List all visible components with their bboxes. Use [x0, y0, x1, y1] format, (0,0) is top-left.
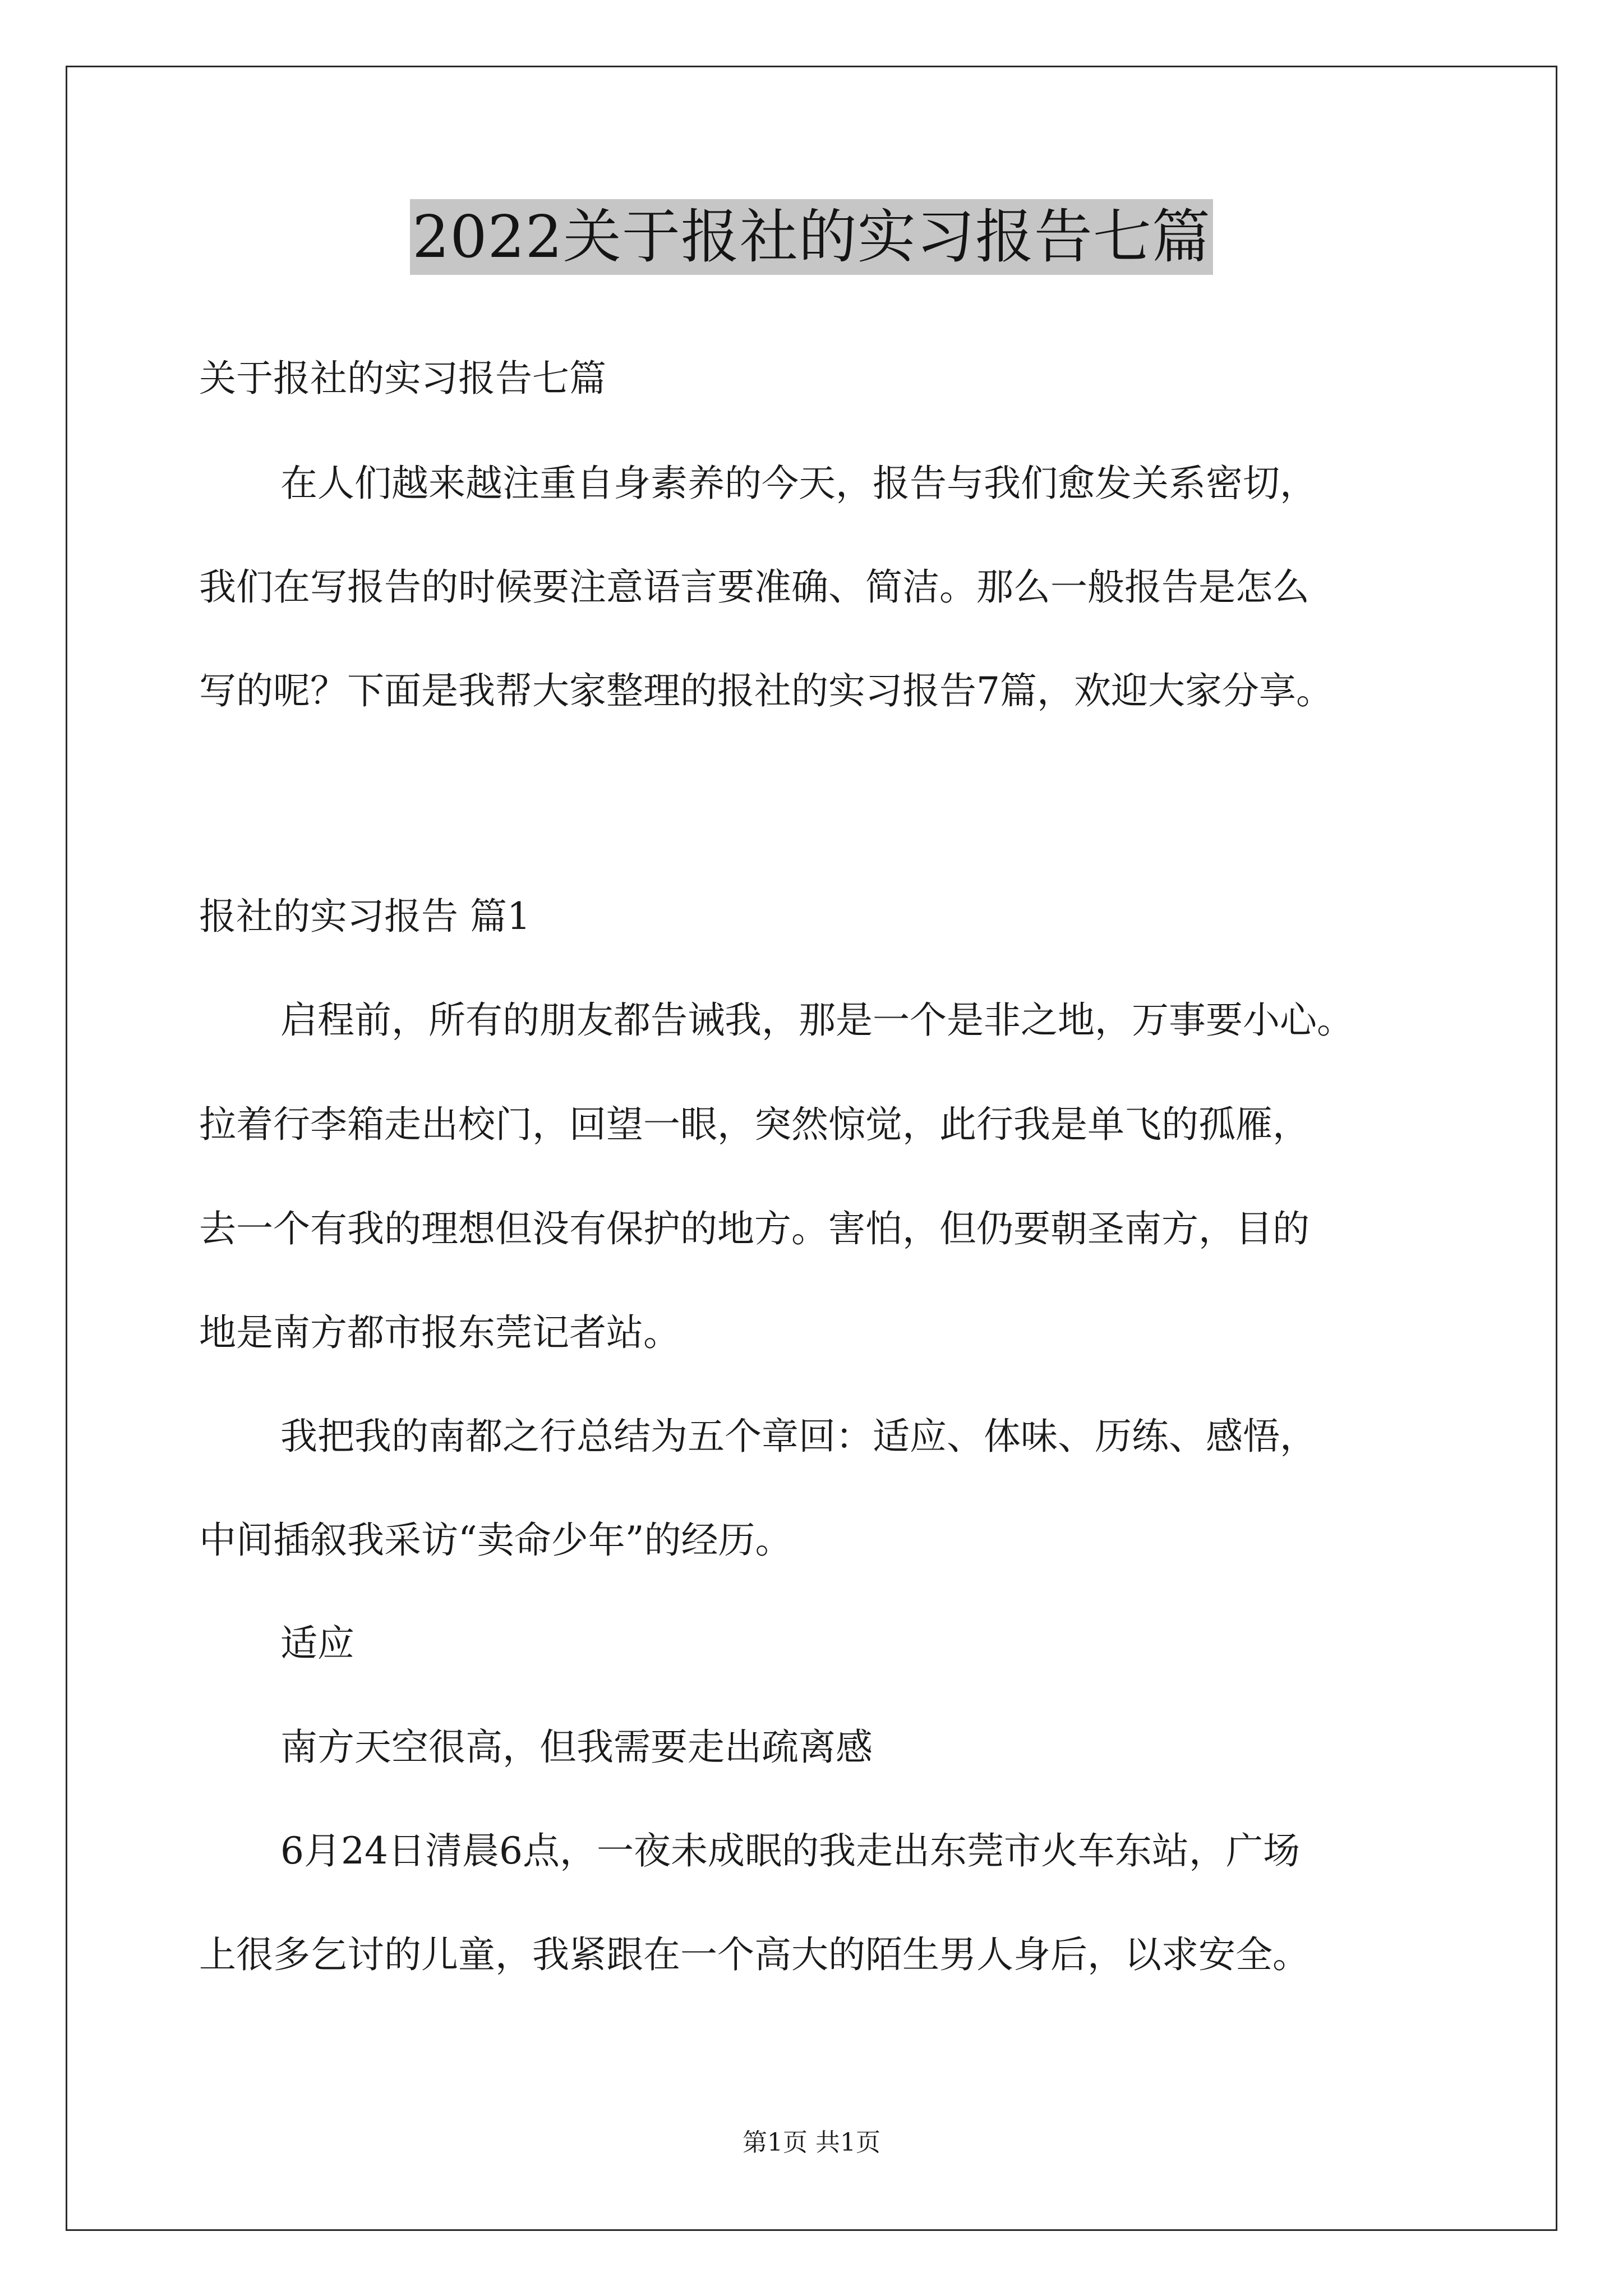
section-heading: 报社的实习报告 篇1 [199, 895, 531, 938]
intro-line-2: 我们在写报告的时候要注意语言要准确、简洁。那么一般报告是怎么 [199, 565, 1310, 609]
paragraph-1-line-2: 拉着行李箱走出校门，回望一眼，突然惊觉，此行我是单飞的孤雁， [199, 1103, 1310, 1146]
subtitle: 关于报社的实习报告七篇 [199, 357, 606, 400]
intro-line-3: 写的呢？下面是我帮大家整理的报社的实习报告7篇，欢迎大家分享。 [199, 669, 1333, 712]
paragraph-2-line-1: 我把我的南都之行总结为五个章回：适应、体味、历练、感悟， [280, 1415, 1317, 1458]
paragraph-1-line-4: 地是南方都市报东莞记者站。 [199, 1311, 680, 1354]
chapter-heading: 适应 [280, 1622, 354, 1665]
intro-line-1: 在人们越来越注重自身素养的今天，报告与我们愈发关系密切， [280, 462, 1317, 505]
paragraph-1-line-1: 启程前，所有的朋友都告诫我，那是一个是非之地，万事要小心。 [280, 999, 1354, 1042]
paragraph-1-line-3: 去一个有我的理想但没有保护的地方。害怕，但仍要朝圣南方，目的 [199, 1207, 1310, 1250]
chapter-subheading: 南方天空很高，但我需要走出疏离感 [280, 1726, 873, 1769]
paragraph-3-line-1: 6月24日清晨6点，一夜未成眠的我走出东莞市火车东站，广场 [280, 1829, 1300, 1872]
paragraph-3-line-2: 上很多乞讨的儿童，我紧跟在一个高大的陌生男人身后，以求安全。 [199, 1933, 1310, 1976]
document-title: 2022关于报社的实习报告七篇 [410, 199, 1213, 275]
paragraph-2-line-2: 中间插叙我采访“卖命少年”的经历。 [199, 1519, 792, 1562]
page-footer: 第1页 共1页 [743, 2128, 880, 2157]
title-container [0, 199, 1623, 275]
